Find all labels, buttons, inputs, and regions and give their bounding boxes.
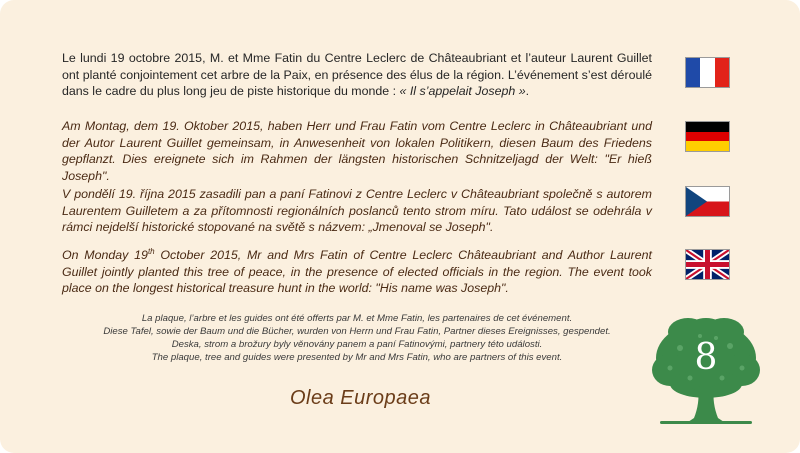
uk-flag-icon (685, 249, 730, 280)
sponsor-note-czech: Deska, strom a brožury byly věnovány panem a paní Fatinovými, partnery této události. (171, 339, 543, 350)
sponsor-notes (62, 312, 652, 364)
france-flag-icon (685, 57, 730, 88)
germany-flag-stripe-gold (686, 141, 729, 151)
paragraph-english-sup: th (147, 246, 155, 256)
paragraph-french (62, 50, 652, 100)
germany-flag-stripe-black (686, 122, 729, 132)
czech-flag-icon (685, 186, 730, 217)
paragraph-english (62, 247, 652, 297)
species-name: Olea Europaea (290, 387, 432, 409)
france-flag-stripe-blue (686, 58, 700, 87)
france-flag-stripe-red (715, 58, 729, 87)
germany-flag-stripe-red (686, 132, 729, 142)
paragraph-french-end: . (525, 84, 530, 99)
france-flag-stripe-white (700, 58, 714, 87)
tree-logo-icon (650, 318, 762, 428)
paragraph-english-start: On Monday 19 (62, 248, 148, 262)
sponsor-note-french: La plaque, l’arbre et les guides ont été offerts par M. et Mme Fatin, les partenaires de cet événement. (141, 313, 573, 324)
sponsor-note-english: The plaque, tree and guides were presented by Mr and Mrs Fatin, who are partners of this event. (151, 352, 563, 363)
germany-flag-icon (685, 121, 730, 152)
paragraph-english-rest: October 2015, Mr and Mrs Fatin of Centre Leclerc Châteaubriant and Author Laurent Guillet jointly planted this tree of peace, in the presence of elected officials in the region. The event took place on the longest historical treasure hunt in the world: "His name was Joseph". (62, 248, 653, 296)
tree-number: 8 (694, 337, 718, 378)
paragraph-czech: V pondělí 19. října 2015 zasadili pan a paní Fatinovi z Centre Leclerc v Châteaubriant společně s autorem Laurentem Guilletem a za přítomnosti regionálních poslanců tento strom míru. Tato událost se odehrála v rámci nejdelší historické stopované na světě s názvem: „Jmenoval se Joseph". (62, 187, 652, 235)
paragraph-german: Am Montag, dem 19. Oktober 2015, haben Herr und Frau Fatin vom Centre Leclerc in Châteaubriant und der Autor Laurent Guillet gemeinsam, in Anwesenheit von lokalen Politikern, diesen Baum des Friedens gepflanzt. Dies ereignete sich im Rahmen der längsten historischen Schnitzeljagd der Welt: "Er hieß Joseph". (62, 119, 652, 183)
paragraph-french-quote: « Il s’appelait Joseph » (399, 84, 526, 99)
paragraph-french-text: Le lundi 19 octobre 2015, M. et Mme Fatin du Centre Leclerc de Châteaubriant et l’auteur Laurent Guillet ont planté conjointement cet arbre de la Paix, en présence des élus de la région. L’événement s’est déroulé dans le cadre du plus long jeu de piste historique du monde : (62, 51, 652, 99)
sponsor-note-german: Diese Tafel, sowie der Baum und die Bücher, wurden von Herrn und Frau Fatin, Partner dieses Ereignisses, gespendet. (103, 326, 611, 337)
